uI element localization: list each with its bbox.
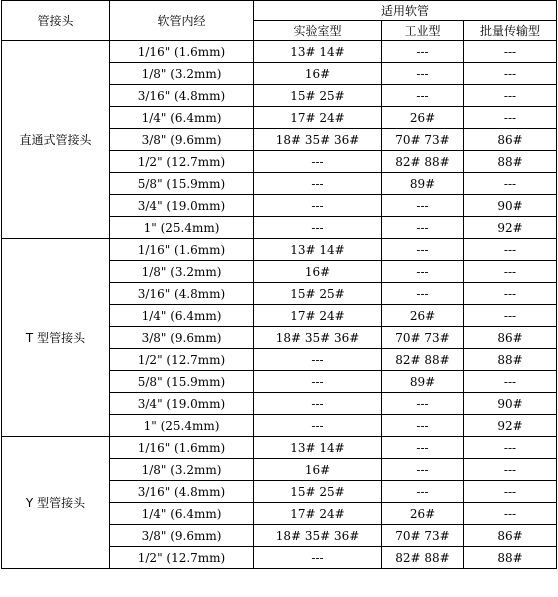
size-cell: 1/8" (3.2mm) — [110, 63, 254, 85]
lab-type-cell: 18# 35# 36# — [254, 129, 382, 151]
header-lab-type: 实验室型 — [254, 21, 382, 41]
lab-type-cell: 16# — [254, 261, 382, 283]
header-bulk-transfer-type: 批量传输型 — [464, 21, 557, 41]
fitting-type-cell: T 型管接头 — [2, 239, 110, 437]
industrial-type-cell: 26# — [382, 503, 464, 525]
size-cell: 3/16" (4.8mm) — [110, 85, 254, 107]
size-cell: 3/8" (9.6mm) — [110, 525, 254, 547]
fitting-compatibility-table — [1, 0, 557, 569]
bulk-transfer-cell: 90# — [464, 393, 557, 415]
lab-type-cell: 17# 24# — [254, 107, 382, 129]
industrial-type-cell: --- — [382, 239, 464, 261]
bulk-transfer-cell: --- — [464, 371, 557, 393]
table-row — [2, 437, 557, 459]
lab-type-cell: 16# — [254, 63, 382, 85]
size-cell: 1/2" (12.7mm) — [110, 151, 254, 173]
bulk-transfer-cell: --- — [464, 239, 557, 261]
compatibility-table-wrapper — [1, 0, 556, 569]
lab-type-cell: 18# 35# 36# — [254, 327, 382, 349]
size-cell: 1/8" (3.2mm) — [110, 459, 254, 481]
bulk-transfer-cell: --- — [464, 481, 557, 503]
bulk-transfer-cell: --- — [464, 305, 557, 327]
lab-type-cell: --- — [254, 371, 382, 393]
size-cell: 3/8" (9.6mm) — [110, 129, 254, 151]
industrial-type-cell: 89# — [382, 371, 464, 393]
size-cell: 3/16" (4.8mm) — [110, 481, 254, 503]
lab-type-cell: --- — [254, 415, 382, 437]
industrial-type-cell: --- — [382, 195, 464, 217]
industrial-type-cell: --- — [382, 261, 464, 283]
industrial-type-cell: 70# 73# — [382, 525, 464, 547]
fitting-type-cell: Y 型管接头 — [2, 437, 110, 569]
lab-type-cell: --- — [254, 393, 382, 415]
size-cell: 1/2" (12.7mm) — [110, 547, 254, 569]
bulk-transfer-cell: 88# — [464, 547, 557, 569]
bulk-transfer-cell: 92# — [464, 415, 557, 437]
size-cell: 1/16" (1.6mm) — [110, 239, 254, 261]
industrial-type-cell: --- — [382, 481, 464, 503]
size-cell: 3/4" (19.0mm) — [110, 195, 254, 217]
industrial-type-cell: --- — [382, 63, 464, 85]
lab-type-cell: 18# 35# 36# — [254, 525, 382, 547]
header-inner-diameter: 软管内经 — [110, 1, 254, 41]
size-cell: 3/4" (19.0mm) — [110, 393, 254, 415]
bulk-transfer-cell: 86# — [464, 525, 557, 547]
lab-type-cell: --- — [254, 349, 382, 371]
table-header — [2, 1, 557, 41]
lab-type-cell: --- — [254, 173, 382, 195]
lab-type-cell: 13# 14# — [254, 239, 382, 261]
industrial-type-cell: 70# 73# — [382, 327, 464, 349]
industrial-type-cell: --- — [382, 283, 464, 305]
industrial-type-cell: 26# — [382, 107, 464, 129]
lab-type-cell: --- — [254, 195, 382, 217]
lab-type-cell: 15# 25# — [254, 85, 382, 107]
bulk-transfer-cell: 88# — [464, 349, 557, 371]
size-cell: 1" (25.4mm) — [110, 415, 254, 437]
size-cell: 1/4" (6.4mm) — [110, 503, 254, 525]
bulk-transfer-cell: --- — [464, 283, 557, 305]
size-cell: 5/8" (15.9mm) — [110, 371, 254, 393]
industrial-type-cell: --- — [382, 217, 464, 239]
bulk-transfer-cell: --- — [464, 63, 557, 85]
lab-type-cell: 17# 24# — [254, 503, 382, 525]
bulk-transfer-cell: --- — [464, 503, 557, 525]
size-cell: 5/8" (15.9mm) — [110, 173, 254, 195]
bulk-transfer-cell: --- — [464, 85, 557, 107]
lab-type-cell: 15# 25# — [254, 481, 382, 503]
header-applicable-tubing: 适用软管 — [254, 1, 557, 21]
size-cell: 1/2" (12.7mm) — [110, 349, 254, 371]
bulk-transfer-cell: 86# — [464, 327, 557, 349]
table-row — [2, 41, 557, 63]
bulk-transfer-cell: --- — [464, 107, 557, 129]
industrial-type-cell: --- — [382, 415, 464, 437]
industrial-type-cell: 89# — [382, 173, 464, 195]
header-joint: 管接头 — [2, 1, 110, 41]
industrial-type-cell: 26# — [382, 305, 464, 327]
size-cell: 1/4" (6.4mm) — [110, 305, 254, 327]
lab-type-cell: 17# 24# — [254, 305, 382, 327]
lab-type-cell: 16# — [254, 459, 382, 481]
lab-type-cell: 13# 14# — [254, 41, 382, 63]
lab-type-cell: 13# 14# — [254, 437, 382, 459]
industrial-type-cell: --- — [382, 437, 464, 459]
header-industrial-type: 工业型 — [382, 21, 464, 41]
lab-type-cell: 15# 25# — [254, 283, 382, 305]
bulk-transfer-cell: 92# — [464, 217, 557, 239]
size-cell: 3/16" (4.8mm) — [110, 283, 254, 305]
bulk-transfer-cell: 90# — [464, 195, 557, 217]
size-cell: 1" (25.4mm) — [110, 217, 254, 239]
industrial-type-cell: --- — [382, 393, 464, 415]
table-row — [2, 239, 557, 261]
industrial-type-cell: 82# 88# — [382, 547, 464, 569]
bulk-transfer-cell: 88# — [464, 151, 557, 173]
size-cell: 1/16" (1.6mm) — [110, 437, 254, 459]
bulk-transfer-cell: --- — [464, 41, 557, 63]
size-cell: 3/8" (9.6mm) — [110, 327, 254, 349]
table-body — [2, 41, 557, 569]
size-cell: 1/8" (3.2mm) — [110, 261, 254, 283]
bulk-transfer-cell: --- — [464, 459, 557, 481]
industrial-type-cell: --- — [382, 85, 464, 107]
size-cell: 1/4" (6.4mm) — [110, 107, 254, 129]
lab-type-cell: --- — [254, 151, 382, 173]
size-cell: 1/16" (1.6mm) — [110, 41, 254, 63]
industrial-type-cell: --- — [382, 459, 464, 481]
fitting-type-cell: 直通式管接头 — [2, 41, 110, 239]
lab-type-cell: --- — [254, 547, 382, 569]
bulk-transfer-cell: --- — [464, 173, 557, 195]
industrial-type-cell: 70# 73# — [382, 129, 464, 151]
bulk-transfer-cell: --- — [464, 437, 557, 459]
bulk-transfer-cell: 86# — [464, 129, 557, 151]
bulk-transfer-cell: --- — [464, 261, 557, 283]
industrial-type-cell: 82# 88# — [382, 349, 464, 371]
lab-type-cell: --- — [254, 217, 382, 239]
industrial-type-cell: 82# 88# — [382, 151, 464, 173]
industrial-type-cell: --- — [382, 41, 464, 63]
